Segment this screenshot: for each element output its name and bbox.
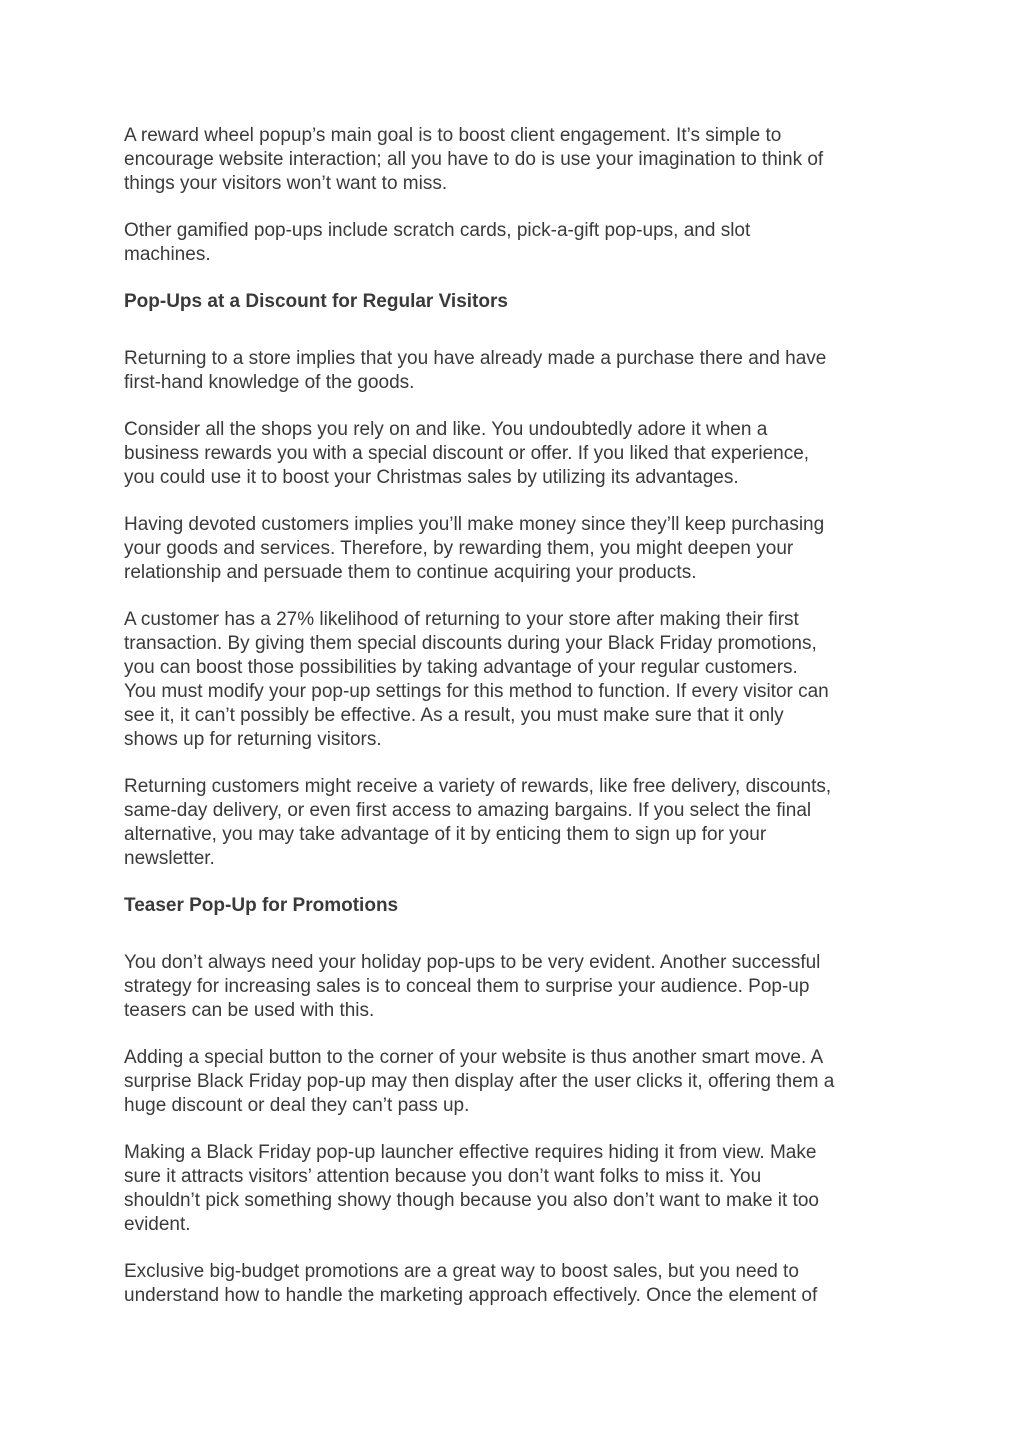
paragraph-line: strategy for increasing sales is to conceal them to surprise your audience. Pop-up	[124, 976, 810, 997]
body-paragraph	[124, 418, 904, 490]
paragraph-line: evident.	[124, 1214, 191, 1235]
paragraph-line: encourage website interaction; all you have to do is use your imagination to think of	[124, 149, 824, 170]
paragraph-line: Other gamified pop-ups include scratch cards, pick-a-gift pop-ups, and slot	[124, 220, 751, 241]
paragraph-line: you could use it to boost your Christmas sales by utilizing its advantages.	[124, 467, 739, 488]
paragraph-line: Exclusive big-budget promotions are a great way to boost sales, but you need to	[124, 1261, 799, 1282]
body-paragraph	[124, 775, 904, 871]
paragraph-line: Adding a special button to the corner of your website is thus another smart move. A	[124, 1047, 824, 1068]
paragraph-line: see it, it can’t possibly be effective. As a result, you must make sure that it only	[124, 705, 784, 726]
paragraph-line: transaction. By giving them special discounts during your Black Friday promotions,	[124, 633, 817, 654]
paragraph-line: first-hand knowledge of the goods.	[124, 372, 415, 393]
paragraph-line: A customer has a 27% likelihood of returning to your store after making their first	[124, 609, 799, 630]
body-paragraph	[124, 124, 904, 196]
paragraph-line: You must modify your pop-up settings for this method to function. If every visitor can	[124, 681, 829, 702]
paragraph-line: Making a Black Friday pop-up launcher effective requires hiding it from view. Make	[124, 1142, 817, 1163]
document-page	[124, 124, 904, 1331]
paragraph-line: your goods and services. Therefore, by rewarding them, you might deepen your	[124, 538, 794, 559]
paragraph-line: machines.	[124, 244, 211, 265]
body-paragraph	[124, 608, 904, 752]
paragraph-line: surprise Black Friday pop-up may then display after the user clicks it, offering them a	[124, 1071, 835, 1092]
section-heading: Pop-Ups at a Discount for Regular Visitors	[124, 291, 508, 312]
body-paragraph	[124, 951, 904, 1023]
paragraph-line: you can boost those possibilities by taking advantage of your regular customers.	[124, 657, 798, 678]
paragraph-line: A reward wheel popup’s main goal is to boost client engagement. It’s simple to	[124, 125, 782, 146]
body-paragraph	[124, 1260, 904, 1308]
paragraph-line: Returning customers might receive a variety of rewards, like free delivery, discounts,	[124, 776, 832, 797]
body-paragraph	[124, 1141, 904, 1237]
paragraph-line: sure it attracts visitors’ attention because you don’t want folks to miss it. You	[124, 1166, 762, 1187]
paragraph-line: understand how to handle the marketing approach effectively. Once the element of	[124, 1285, 818, 1306]
body-paragraph	[124, 1046, 904, 1118]
section-heading: Teaser Pop-Up for Promotions	[124, 895, 399, 916]
paragraph-line: Returning to a store implies that you have already made a purchase there and have	[124, 348, 827, 369]
paragraph-line: things your visitors won’t want to miss.	[124, 173, 448, 194]
body-paragraph	[124, 219, 904, 267]
paragraph-line: Consider all the shops you rely on and like. You undoubtedly adore it when a	[124, 419, 768, 440]
body-paragraph	[124, 347, 904, 395]
paragraph-line: alternative, you may take advantage of it by enticing them to sign up for your	[124, 824, 767, 845]
paragraph-line: newsletter.	[124, 848, 215, 869]
paragraph-line: huge discount or deal they can’t pass up.	[124, 1095, 470, 1116]
paragraph-line: Having devoted customers implies you’ll make money since they’ll keep purchasing	[124, 514, 825, 535]
paragraph-line: teasers can be used with this.	[124, 1000, 375, 1021]
paragraph-line: shows up for returning visitors.	[124, 729, 382, 750]
paragraph-line: business rewards you with a special discount or offer. If you liked that experience,	[124, 443, 810, 464]
paragraph-line: same-day delivery, or even first access to amazing bargains. If you select the final	[124, 800, 812, 821]
body-paragraph	[124, 513, 904, 585]
paragraph-line: relationship and persuade them to continue acquiring your products.	[124, 562, 697, 583]
paragraph-line: You don’t always need your holiday pop-ups to be very evident. Another successful	[124, 952, 821, 973]
paragraph-line: shouldn’t pick something showy though because you also don’t want to make it too	[124, 1190, 819, 1211]
